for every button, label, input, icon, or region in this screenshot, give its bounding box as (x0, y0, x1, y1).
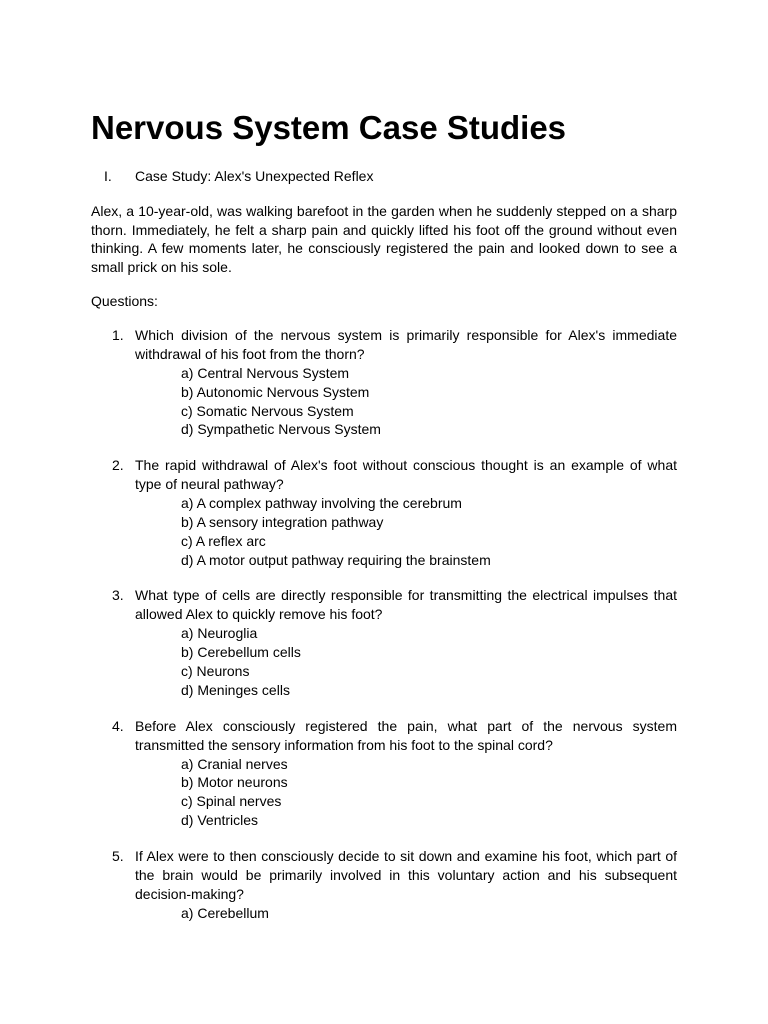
answer-option: c) Somatic Nervous System (181, 402, 354, 419)
question-3 (91, 586, 677, 699)
question-number: 1. (112, 327, 124, 343)
answer-option: c) A reflex arc (181, 532, 266, 549)
answer-option: c) Spinal nerves (181, 793, 282, 810)
answer-option: b) A sensory integration pathway (181, 513, 384, 530)
answer-options (91, 624, 677, 699)
question-text: If Alex were to then consciously decide to sit down and examine his foot, which part of the brain would be primarily involved in this voluntary action and his subsequent decision-making? (135, 847, 677, 902)
answer-option: a) Cranial nerves (181, 755, 288, 772)
answer-option: d) Sympathetic Nervous System (181, 421, 381, 438)
section-title: Case Study: Alex's Unexpected Reflex (135, 168, 374, 184)
question-number: 2. (112, 457, 124, 474)
question-4 (91, 717, 677, 830)
answer-options (91, 494, 677, 569)
section-number: I. (104, 168, 112, 184)
question-text: What type of cells are directly responsible for transmitting the electrical impulses that allowed Alex to quickly remove his foot? (135, 587, 677, 623)
answer-option: b) Autonomic Nervous System (181, 383, 370, 400)
answer-option: c) Neurons (181, 662, 250, 679)
questions-list (91, 326, 677, 940)
answer-option: a) A complex pathway involving the cerebrum (181, 495, 462, 512)
question-2 (91, 456, 677, 569)
answer-option: d) Ventricles (181, 811, 259, 828)
document-title: Nervous System Case Studies (91, 109, 567, 146)
question-text: Which division of the nervous system is primarily responsible for Alex's immediate withdrawal of his foot from the thorn? (135, 327, 677, 362)
answer-option: a) Central Nervous System (181, 365, 350, 381)
question-text: Before Alex consciously registered the pain, what part of the nervous system transmitted the sensory information from his foot to the spinal cord? (135, 717, 677, 753)
answer-option: a) Cerebellum (181, 904, 269, 921)
answer-options (91, 755, 677, 830)
answer-option: b) Motor neurons (181, 774, 288, 791)
answer-option: a) Neuroglia (181, 625, 258, 642)
questions-label: Questions: (91, 293, 158, 309)
question-number: 3. (112, 587, 124, 604)
answer-option: d) A motor output pathway requiring the brainstem (181, 551, 491, 568)
answer-option: b) Cerebellum cells (181, 644, 301, 661)
answer-options (91, 364, 677, 439)
case-study-intro: Alex, a 10-year-old, was walking barefoot in the garden when he suddenly stepped on a sharp thorn. Immediately, he felt a sharp pain and quickly lifted his foot off the ground without even thinking. A few moments later, he consciously registered the pain and looked down to see a small prick on his sole. (91, 203, 677, 275)
question-text: The rapid withdrawal of Alex's foot without conscious thought is an example of what type of neural pathway? (135, 457, 677, 493)
question-number: 4. (112, 717, 124, 734)
question-number: 5. (112, 847, 124, 864)
question-1 (91, 326, 677, 439)
answer-option: d) Meninges cells (181, 681, 290, 698)
question-5 (91, 847, 677, 923)
answer-options (91, 904, 677, 923)
